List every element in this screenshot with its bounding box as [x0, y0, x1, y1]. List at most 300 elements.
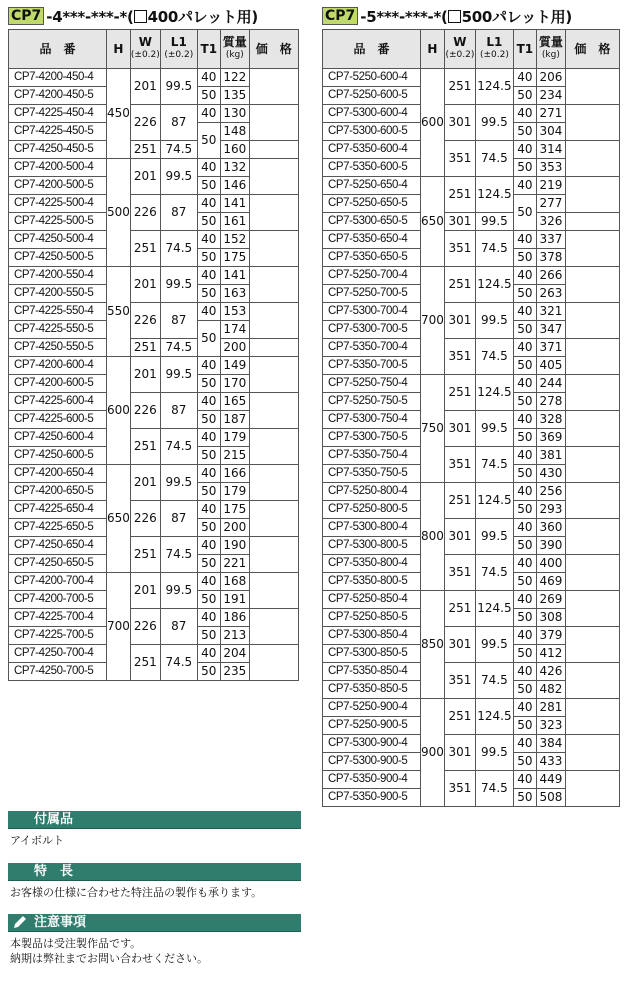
price-cell	[565, 339, 619, 375]
h-value: 650	[107, 465, 131, 573]
t1-value: 50	[197, 627, 220, 645]
features-title: 特 長	[34, 864, 74, 879]
right-spec-table	[322, 29, 620, 807]
col-header-t1: T1	[513, 30, 536, 69]
col-header-mass-label: 質量	[538, 35, 563, 49]
part-number: CP7-4200-450-4	[9, 69, 107, 87]
notes-title: 注意事項	[34, 915, 87, 930]
mass-value: 369	[536, 429, 565, 447]
mass-value: 135	[220, 87, 249, 105]
col-header-mass-unit: (kg)	[541, 50, 560, 60]
h-value: 650	[421, 177, 445, 267]
col-header-mass	[536, 30, 565, 69]
part-number: CP7-4225-500-5	[9, 213, 107, 231]
h-value: 600	[421, 69, 445, 177]
mass-value: 469	[536, 573, 565, 591]
t1-value: 50	[513, 357, 536, 375]
table-row	[9, 357, 299, 375]
t1-value: 50	[513, 285, 536, 303]
table-row	[323, 231, 620, 249]
t1-value: 40	[513, 177, 536, 195]
part-number: CP7-4250-450-5	[9, 141, 107, 159]
part-number: CP7-4200-500-5	[9, 177, 107, 195]
price-cell	[249, 393, 298, 429]
col-header-t1: T1	[197, 30, 220, 69]
table-row	[9, 573, 299, 591]
part-number: CP7-5300-850-4	[323, 627, 421, 645]
part-number: CP7-4250-550-5	[9, 339, 107, 357]
part-number: CP7-4200-600-5	[9, 375, 107, 393]
part-number: CP7-4200-650-4	[9, 465, 107, 483]
col-header-l1	[475, 30, 513, 69]
col-header-mass-unit: (kg)	[225, 50, 244, 60]
t1-value: 50	[513, 501, 536, 519]
features-header	[8, 863, 301, 881]
t1-value: 40	[513, 591, 536, 609]
table-row	[323, 339, 620, 357]
col-header-part-number: 品 番	[323, 30, 421, 69]
l1-value: 74.5	[475, 447, 513, 483]
l1-value: 99.5	[160, 573, 197, 609]
table-row	[323, 627, 620, 645]
part-number: CP7-4200-550-4	[9, 267, 107, 285]
header-row	[323, 30, 620, 69]
col-header-w-tolerance: (±0.2)	[445, 50, 475, 60]
mass-value: 269	[536, 591, 565, 609]
part-number: CP7-4225-700-4	[9, 609, 107, 627]
mass-value: 149	[220, 357, 249, 375]
table-row	[323, 69, 620, 87]
col-header-mass-label: 質量	[222, 35, 247, 49]
mass-value: 381	[536, 447, 565, 465]
w-value: 251	[444, 177, 475, 213]
left-spec-table	[8, 29, 299, 681]
col-header-l1-label: L1	[486, 35, 503, 49]
l1-value: 124.5	[475, 375, 513, 411]
part-number: CP7-5250-600-4	[323, 69, 421, 87]
part-number: CP7-4225-450-4	[9, 105, 107, 123]
mass-value: 244	[536, 375, 565, 393]
t1-value: 50	[513, 159, 536, 177]
h-value: 500	[107, 159, 131, 267]
l1-value: 74.5	[475, 663, 513, 699]
h-value: 700	[107, 573, 131, 681]
mass-value: 122	[220, 69, 249, 87]
mass-value: 371	[536, 339, 565, 357]
t1-value: 40	[513, 771, 536, 789]
part-number: CP7-4225-600-5	[9, 411, 107, 429]
mass-value: 271	[536, 105, 565, 123]
col-header-l1	[160, 30, 197, 69]
mass-value: 213	[220, 627, 249, 645]
mass-value: 191	[220, 591, 249, 609]
col-header-mass	[220, 30, 249, 69]
price-cell	[565, 771, 619, 807]
w-value: 201	[130, 159, 160, 195]
t1-value: 50	[197, 87, 220, 105]
table-row	[9, 339, 299, 357]
t1-value: 50	[513, 465, 536, 483]
l1-value: 74.5	[160, 231, 197, 267]
mass-value: 234	[536, 87, 565, 105]
t1-value: 40	[197, 231, 220, 249]
table-row	[9, 393, 299, 411]
price-cell	[565, 375, 619, 411]
h-value: 800	[421, 483, 445, 591]
col-header-h: H	[421, 30, 445, 69]
l1-value: 74.5	[160, 141, 197, 159]
t1-value: 50	[513, 123, 536, 141]
table-row	[323, 483, 620, 501]
w-value: 301	[444, 627, 475, 663]
l1-value: 124.5	[475, 177, 513, 213]
w-value: 351	[444, 231, 475, 267]
t1-value: 50	[197, 285, 220, 303]
t1-value: 50	[197, 249, 220, 267]
header-row	[9, 30, 299, 69]
features-text: お客様の仕様に合わせた特注品の製作も承ります。	[10, 886, 263, 899]
price-cell	[565, 519, 619, 555]
part-number: CP7-4200-650-5	[9, 483, 107, 501]
table-row	[323, 591, 620, 609]
t1-value: 40	[197, 537, 220, 555]
part-number: CP7-5250-850-4	[323, 591, 421, 609]
table-row	[9, 645, 299, 663]
accessories-text: アイボルト	[10, 834, 65, 847]
col-header-h: H	[107, 30, 131, 69]
h-value: 900	[421, 699, 445, 807]
mass-value: 153	[220, 303, 249, 321]
mass-value: 390	[536, 537, 565, 555]
col-header-w	[130, 30, 160, 69]
part-number: CP7-4200-700-5	[9, 591, 107, 609]
price-cell	[565, 447, 619, 483]
l1-value: 124.5	[475, 591, 513, 627]
l1-value: 74.5	[475, 231, 513, 267]
part-number: CP7-4250-600-5	[9, 447, 107, 465]
mass-value: 326	[536, 213, 565, 231]
w-value: 351	[444, 555, 475, 591]
w-value: 201	[130, 267, 160, 303]
mass-value: 304	[536, 123, 565, 141]
mass-value: 400	[536, 555, 565, 573]
table-row	[9, 195, 299, 213]
price-cell	[565, 555, 619, 591]
h-value: 850	[421, 591, 445, 699]
part-number: CP7-4250-600-4	[9, 429, 107, 447]
mass-value: 266	[536, 267, 565, 285]
accessories-title: 付属品	[34, 812, 74, 827]
t1-value: 40	[197, 195, 220, 213]
part-number: CP7-5300-600-5	[323, 123, 421, 141]
l1-value: 74.5	[475, 141, 513, 177]
part-number: CP7-4225-650-4	[9, 501, 107, 519]
w-value: 301	[444, 411, 475, 447]
price-cell	[249, 231, 298, 267]
t1-value: 40	[197, 609, 220, 627]
w-value: 351	[444, 339, 475, 375]
t1-value: 40	[513, 375, 536, 393]
mass-value: 215	[220, 447, 249, 465]
t1-value: 50	[513, 321, 536, 339]
mass-value: 281	[536, 699, 565, 717]
part-number: CP7-4200-450-5	[9, 87, 107, 105]
mass-value: 141	[220, 195, 249, 213]
part-number: CP7-4250-500-4	[9, 231, 107, 249]
mass-value: 200	[220, 519, 249, 537]
t1-value: 50	[513, 609, 536, 627]
mass-value: 160	[220, 141, 249, 159]
part-number: CP7-5300-800-5	[323, 537, 421, 555]
mass-value: 314	[536, 141, 565, 159]
col-header-price: 価 格	[565, 30, 619, 69]
mass-value: 141	[220, 267, 249, 285]
part-number: CP7-5350-700-4	[323, 339, 421, 357]
part-number: CP7-5350-900-4	[323, 771, 421, 789]
price-cell	[249, 429, 298, 465]
w-value: 251	[444, 699, 475, 735]
table-row	[323, 141, 620, 159]
price-cell	[249, 105, 298, 141]
t1-value: 50	[513, 717, 536, 735]
price-cell	[565, 699, 619, 735]
l1-value: 99.5	[475, 303, 513, 339]
mass-value: 430	[536, 465, 565, 483]
h-value: 750	[421, 375, 445, 483]
col-header-l1-tolerance: (±0.2)	[164, 50, 194, 60]
l1-value: 124.5	[475, 699, 513, 735]
right-spec-block	[322, 6, 623, 807]
t1-value: 40	[513, 735, 536, 753]
l1-value: 99.5	[475, 213, 513, 231]
w-value: 251	[444, 591, 475, 627]
mass-value: 163	[220, 285, 249, 303]
part-number: CP7-5250-900-5	[323, 717, 421, 735]
part-number: CP7-5350-700-5	[323, 357, 421, 375]
h-value: 450	[107, 69, 131, 159]
t1-value: 50	[513, 249, 536, 267]
table-row	[9, 501, 299, 519]
mass-value: 206	[536, 69, 565, 87]
t1-value: 40	[197, 429, 220, 447]
t1-value: 50	[513, 573, 536, 591]
t1-value: 50	[197, 375, 220, 393]
l1-value: 87	[160, 303, 197, 339]
price-cell	[565, 735, 619, 771]
t1-value: 50	[197, 123, 220, 159]
w-value: 226	[130, 609, 160, 645]
price-cell	[565, 105, 619, 141]
part-number: CP7-4225-650-5	[9, 519, 107, 537]
price-cell	[249, 357, 298, 393]
accessories-header	[8, 811, 301, 829]
w-value: 251	[130, 645, 160, 681]
t1-value: 50	[197, 447, 220, 465]
mass-value: 405	[536, 357, 565, 375]
mass-value: 170	[220, 375, 249, 393]
part-number: CP7-4200-500-4	[9, 159, 107, 177]
col-header-price: 価 格	[249, 30, 298, 69]
t1-value: 40	[197, 105, 220, 123]
price-cell	[249, 267, 298, 303]
t1-value: 40	[513, 663, 536, 681]
part-number: CP7-5250-600-5	[323, 87, 421, 105]
w-value: 301	[444, 303, 475, 339]
w-value: 251	[444, 69, 475, 105]
mass-value: 508	[536, 789, 565, 807]
mass-value: 152	[220, 231, 249, 249]
table-row	[9, 609, 299, 627]
price-cell	[565, 483, 619, 519]
notes-header	[8, 914, 301, 932]
part-number: CP7-4225-700-5	[9, 627, 107, 645]
w-value: 301	[444, 105, 475, 141]
t1-value: 40	[513, 267, 536, 285]
part-number: CP7-5350-900-5	[323, 789, 421, 807]
part-number: CP7-5350-600-5	[323, 159, 421, 177]
table-row	[323, 447, 620, 465]
mass-value: 321	[536, 303, 565, 321]
mass-value: 263	[536, 285, 565, 303]
t1-value: 40	[197, 465, 220, 483]
t1-value: 50	[197, 663, 220, 681]
part-number: CP7-5300-700-5	[323, 321, 421, 339]
part-number: CP7-5300-650-5	[323, 213, 421, 231]
w-value: 251	[444, 267, 475, 303]
part-number: CP7-5250-700-5	[323, 285, 421, 303]
part-number: CP7-5250-800-4	[323, 483, 421, 501]
t1-value: 50	[197, 321, 220, 357]
t1-value: 50	[197, 555, 220, 573]
l1-value: 124.5	[475, 69, 513, 105]
l1-value: 74.5	[160, 339, 197, 357]
mass-value: 179	[220, 429, 249, 447]
mass-value: 328	[536, 411, 565, 429]
t1-value: 40	[513, 339, 536, 357]
mass-value: 293	[536, 501, 565, 519]
t1-value: 50	[197, 411, 220, 429]
part-number: CP7-5250-700-4	[323, 267, 421, 285]
series-tag: CP7	[8, 7, 44, 25]
l1-value: 99.5	[160, 357, 197, 393]
square-icon	[448, 10, 461, 23]
price-cell	[565, 591, 619, 627]
price-cell	[249, 195, 298, 231]
w-value: 301	[444, 519, 475, 555]
l1-value: 99.5	[475, 735, 513, 771]
table-row	[9, 429, 299, 447]
w-value: 201	[130, 465, 160, 501]
price-cell	[249, 141, 298, 159]
t1-value: 40	[197, 357, 220, 375]
part-number: CP7-5250-800-5	[323, 501, 421, 519]
t1-value: 40	[197, 573, 220, 591]
table-row	[323, 267, 620, 285]
table-row	[323, 735, 620, 753]
mass-value: 449	[536, 771, 565, 789]
part-number: CP7-4200-600-4	[9, 357, 107, 375]
col-header-w	[444, 30, 475, 69]
table-row	[323, 105, 620, 123]
part-number: CP7-5350-800-5	[323, 573, 421, 591]
col-header-w-label: W	[453, 35, 467, 49]
t1-value: 40	[197, 267, 220, 285]
part-number: CP7-5250-650-5	[323, 195, 421, 213]
part-number: CP7-5350-600-4	[323, 141, 421, 159]
price-cell	[249, 69, 298, 105]
t1-value: 40	[513, 231, 536, 249]
mass-value: 323	[536, 717, 565, 735]
l1-value: 74.5	[475, 339, 513, 375]
part-number: CP7-5350-650-5	[323, 249, 421, 267]
series-tag: CP7	[322, 7, 358, 25]
part-number: CP7-5350-750-5	[323, 465, 421, 483]
price-cell	[249, 465, 298, 501]
table-row	[323, 411, 620, 429]
table-row	[323, 519, 620, 537]
mass-value: 426	[536, 663, 565, 681]
mass-value: 384	[536, 735, 565, 753]
price-cell	[249, 501, 298, 537]
t1-value: 40	[197, 501, 220, 519]
mass-value: 379	[536, 627, 565, 645]
mass-value: 337	[536, 231, 565, 249]
notes-line: 納期は弊社までお問い合わせください。	[10, 952, 208, 965]
table-row	[323, 177, 620, 195]
mass-value: 174	[220, 321, 249, 339]
t1-value: 50	[197, 483, 220, 501]
table-row	[9, 303, 299, 321]
w-value: 226	[130, 303, 160, 339]
price-cell	[565, 231, 619, 267]
w-value: 251	[130, 537, 160, 573]
mass-value: 433	[536, 753, 565, 771]
l1-value: 87	[160, 105, 197, 141]
h-value: 700	[421, 267, 445, 375]
part-number: CP7-5300-900-4	[323, 735, 421, 753]
table-row	[323, 771, 620, 789]
part-number: CP7-5250-650-4	[323, 177, 421, 195]
part-number: CP7-4200-550-5	[9, 285, 107, 303]
mass-value: 146	[220, 177, 249, 195]
part-number: CP7-5300-850-5	[323, 645, 421, 663]
t1-value: 50	[197, 519, 220, 537]
w-value: 226	[130, 195, 160, 231]
t1-value: 40	[513, 483, 536, 501]
w-value: 226	[130, 105, 160, 141]
part-number: CP7-5350-750-4	[323, 447, 421, 465]
part-number: CP7-4225-500-4	[9, 195, 107, 213]
table-row	[323, 213, 620, 231]
table-row	[9, 231, 299, 249]
l1-value: 74.5	[160, 645, 197, 681]
mass-value: 204	[220, 645, 249, 663]
l1-value: 124.5	[475, 267, 513, 303]
price-cell	[565, 267, 619, 303]
table-row	[9, 537, 299, 555]
w-value: 351	[444, 663, 475, 699]
part-number: CP7-5250-900-4	[323, 699, 421, 717]
price-cell	[249, 303, 298, 339]
t1-value: 40	[197, 303, 220, 321]
mass-value: 165	[220, 393, 249, 411]
notes-line: 本製品は受注製作品です。	[10, 937, 142, 950]
price-cell	[249, 159, 298, 195]
h-value: 600	[107, 357, 131, 465]
table-row	[9, 159, 299, 177]
table-row	[323, 663, 620, 681]
t1-value: 40	[513, 627, 536, 645]
